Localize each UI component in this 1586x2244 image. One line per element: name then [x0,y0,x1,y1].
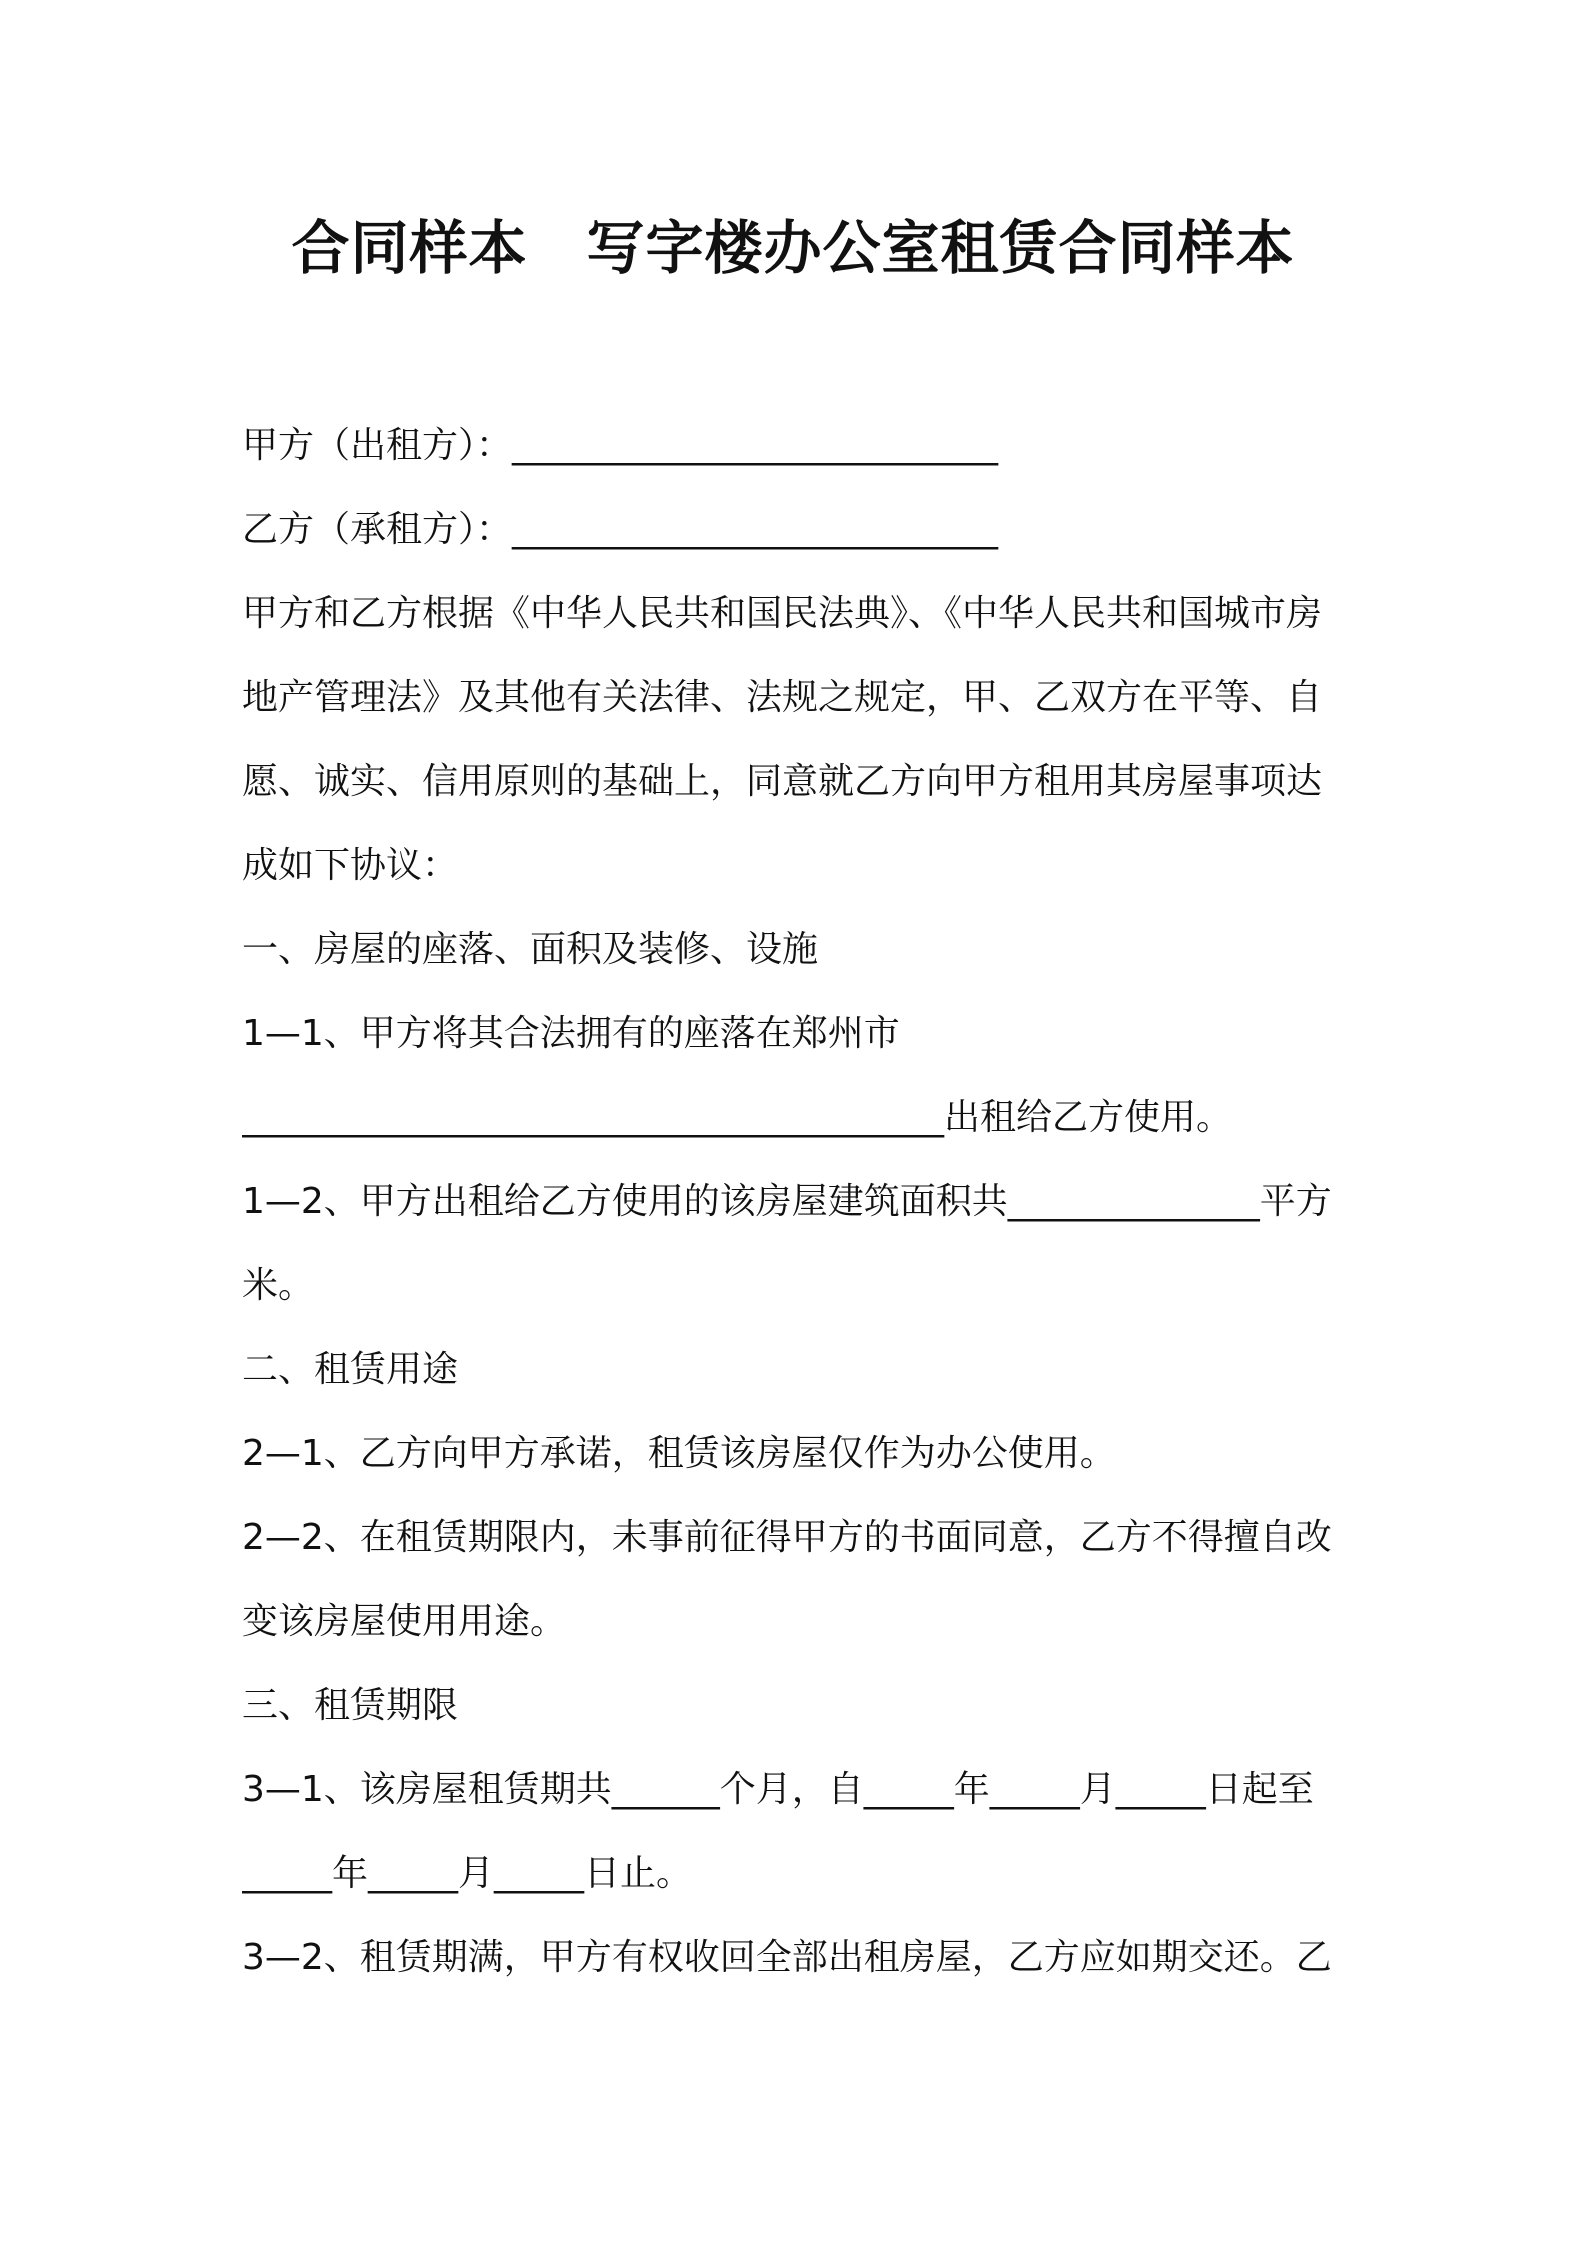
preamble-line: 地产管理法》及其他有关法律、法规之规定，甲、乙双方在平等、自 [242,677,1323,718]
clause-line: 2—2、在租赁期限内，未事前征得甲方的书面同意，乙方不得擅自改 [242,1517,1332,1558]
clause-line: 3—1、该房屋租赁期共______个月，自_____年_____月_____日起至 [242,1769,1314,1810]
preamble-line: 成如下协议： [242,845,459,886]
section-heading: 三、租赁期限 [242,1685,459,1726]
clause-line: 2—1、乙方向甲方承诺，租赁该房屋仅作为办公使用。 [242,1433,1116,1474]
document-title: 合同样本 写字楼办公室租赁合同样本 [291,214,1295,282]
clause-line: _____年_____月_____日止。 [242,1853,693,1894]
clause-line: 变该房屋使用用途。 [242,1601,567,1642]
section-heading: 二、租赁用途 [242,1349,459,1390]
section-heading: 一、房屋的座落、面积及装修、设施 [242,929,819,970]
clause-line: _______________________________________出租给乙方使用。 [242,1097,1233,1138]
clause-line: 1—1、甲方将其合法拥有的座落在郑州市 [242,1013,900,1054]
party-b-line: 乙方（承租方）：___________________________ [242,509,999,550]
preamble-line: 愿、诚实、信用原则的基础上，同意就乙方向甲方租用其房屋事项达 [242,761,1323,802]
clause-line: 3—2、租赁期满，甲方有权收回全部出租房屋，乙方应如期交还。乙 [242,1937,1332,1978]
document-body [242,404,1362,2000]
clause-line: 米。 [242,1265,315,1306]
clause-line: 1—2、甲方出租给乙方使用的该房屋建筑面积共______________平方 [242,1181,1332,1222]
preamble-line: 甲方和乙方根据《中华人民共和国民法典》、《中华人民共和国城市房 [242,593,1323,634]
party-a-line: 甲方（出租方）：___________________________ [242,425,999,466]
